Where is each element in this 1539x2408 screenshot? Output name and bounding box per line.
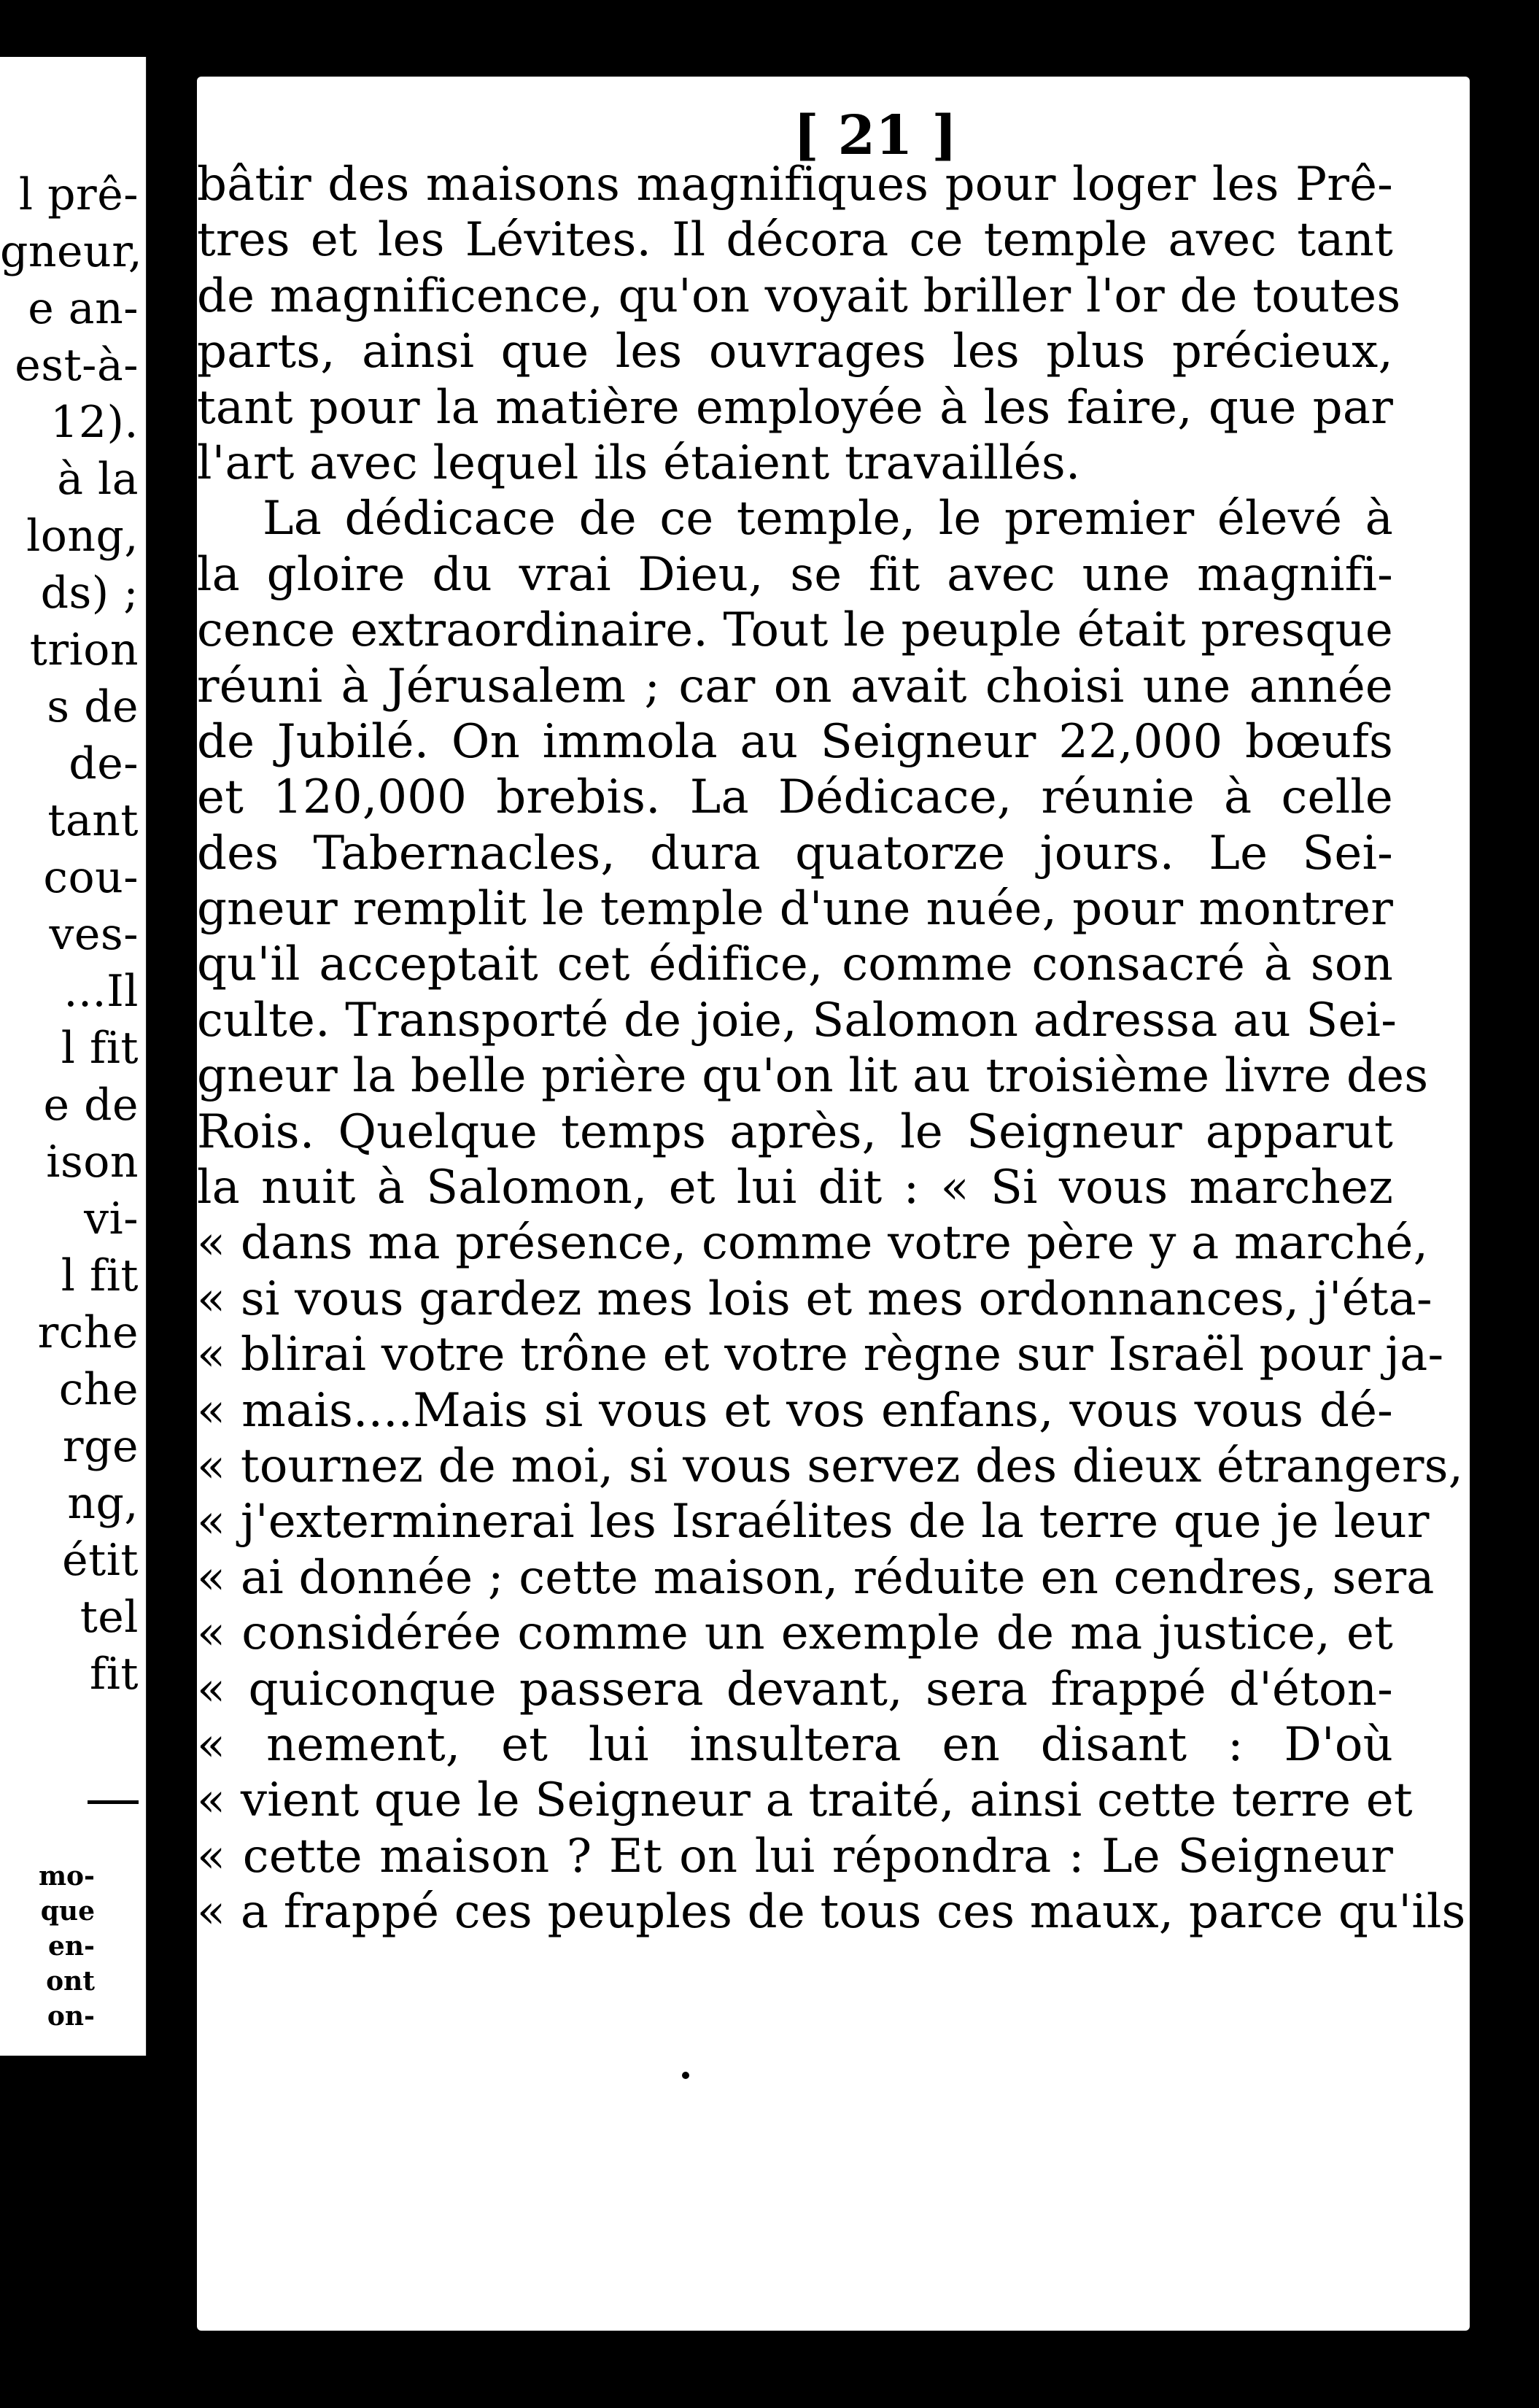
text-line: « cette maison ? Et on lui répondra : Le Seigneur (197, 1829, 1393, 1884)
previous-page-footnotes (0, 1859, 146, 2034)
previous-page-line: l fit (61, 1023, 139, 1074)
text-line: « j'exterminerai les Israélites de la terre que je leur (197, 1495, 1430, 1549)
text-line: « quiconque passera devant, sera frappé d'éton- (197, 1662, 1393, 1716)
text-line: tres et les Lévites. Il décora ce temple avec tant (197, 213, 1393, 268)
previous-page-line: ison (46, 1137, 139, 1188)
text-line: culte. Transporté de joie, Salomon adressa au Sei- (197, 993, 1397, 1048)
text-line: de Jubilé. On immola au Seigneur 22,000 bœufs (197, 714, 1393, 769)
text-line: gneur la belle prière qu'on lit au troisième livre des (197, 1049, 1429, 1104)
previous-page-line: cou- (43, 852, 139, 903)
previous-page-line: ng, (67, 1478, 139, 1529)
previous-page-footnote-line: que (40, 1896, 95, 1927)
previous-page-line: e an- (28, 283, 139, 334)
text-line: La dédicace de ce temple, le premier élevé à (263, 492, 1393, 546)
previous-page-line: s de (47, 681, 139, 732)
previous-page-line: à la (57, 454, 139, 505)
text-line: « dans ma présence, comme votre père y a marché, (197, 1216, 1429, 1271)
text-line: cence extraordinaire. Tout le peuple était presque (197, 603, 1393, 658)
text-line: « blirai votre trône et votre règne sur Israël pour ja- (197, 1328, 1444, 1382)
previous-page-line: ds) ; (40, 568, 139, 619)
previous-page-line: ves- (49, 909, 139, 960)
previous-page-footnote-line: on- (47, 2001, 95, 2032)
main-page (197, 77, 1470, 2331)
text-line: tant pour la matière employée à les faire, que par (197, 380, 1393, 435)
previous-page-text (0, 166, 146, 1703)
text-line: la gloire du vrai Dieu, se fit avec une magnifi- (197, 547, 1393, 602)
previous-page-footnote-line: mo- (38, 1861, 95, 1892)
previous-page-line: e de (43, 1080, 139, 1131)
print-speck (682, 2072, 689, 2079)
previous-page-line: gneur, (0, 226, 143, 277)
previous-page-line: est-à- (15, 340, 139, 391)
text-line: des Tabernacles, dura quatorze jours. Le Sei- (197, 826, 1393, 880)
previous-page-line: long, (26, 511, 139, 562)
previous-page-line: trion (29, 624, 139, 675)
previous-page-line: l fit (61, 1250, 139, 1301)
text-line: réuni à Jérusalem ; car on avait choisi une année (197, 659, 1393, 713)
text-line: « ai donnée ; cette maison, réduite en cendres, sera (197, 1550, 1435, 1605)
text-line: et 120,000 brebis. La Dédicace, réunie à celle (197, 770, 1393, 825)
page-number: [ 21 ] (793, 104, 958, 167)
previous-page-line: étit (62, 1535, 139, 1586)
text-line: bâtir des maisons magnifiques pour loger les Prê- (197, 158, 1393, 212)
text-line: « si vous gardez mes lois et mes ordonnances, j'éta- (197, 1271, 1433, 1326)
previous-page-footnote-line: en- (47, 1931, 95, 1962)
previous-page-line: rche (37, 1307, 139, 1358)
text-line: « vient que le Seigneur a traité, ainsi cette terre et (197, 1773, 1413, 1828)
previous-page-line: l prê- (18, 169, 139, 220)
text-line: de magnificence, qu'on voyait briller l'or de toutes (197, 268, 1401, 323)
previous-page-line: tel (80, 1592, 139, 1643)
text-line: Rois. Quelque temps après, le Seigneur apparut (197, 1104, 1393, 1159)
text-line: l'art avec lequel ils étaient travaillés. (197, 435, 1081, 490)
previous-page-footnote-line: ont (46, 1966, 95, 1997)
text-line: « mais....Mais si vous et vos enfans, vous vous dé- (197, 1383, 1393, 1438)
page-body-text (197, 157, 1466, 1940)
previous-page-line: vi- (84, 1193, 139, 1244)
footnote-rule (88, 1800, 139, 1804)
text-line: « tournez de moi, si vous servez des dieux étrangers, (197, 1439, 1464, 1493)
text-line: « nement, et lui insultera en disant : D'où (197, 1717, 1393, 1772)
previous-page-line: tant (47, 795, 139, 846)
text-line: parts, ainsi que les ouvrages les plus précieux, (197, 325, 1393, 379)
previous-page-line: de- (69, 738, 139, 789)
text-line: gneur remplit le temple d'une nuée, pour montrer (197, 882, 1393, 937)
text-line: « considérée comme un exemple de ma justice, et (197, 1606, 1393, 1661)
text-line: la nuit à Salomon, et lui dit : « Si vous marchez (197, 1161, 1393, 1215)
text-line: « a frappé ces peuples de tous ces maux, parce qu'ils (197, 1885, 1466, 1940)
text-line: qu'il acceptait cet édifice, comme consacré à son (197, 937, 1393, 992)
previous-page-line: 12). (50, 397, 139, 448)
previous-page-line: che (58, 1364, 139, 1415)
previous-page-line: fit (89, 1649, 139, 1700)
previous-page-line: ...Il (63, 966, 139, 1017)
previous-page-line: rge (62, 1421, 139, 1472)
previous-page-strip (0, 57, 147, 2056)
